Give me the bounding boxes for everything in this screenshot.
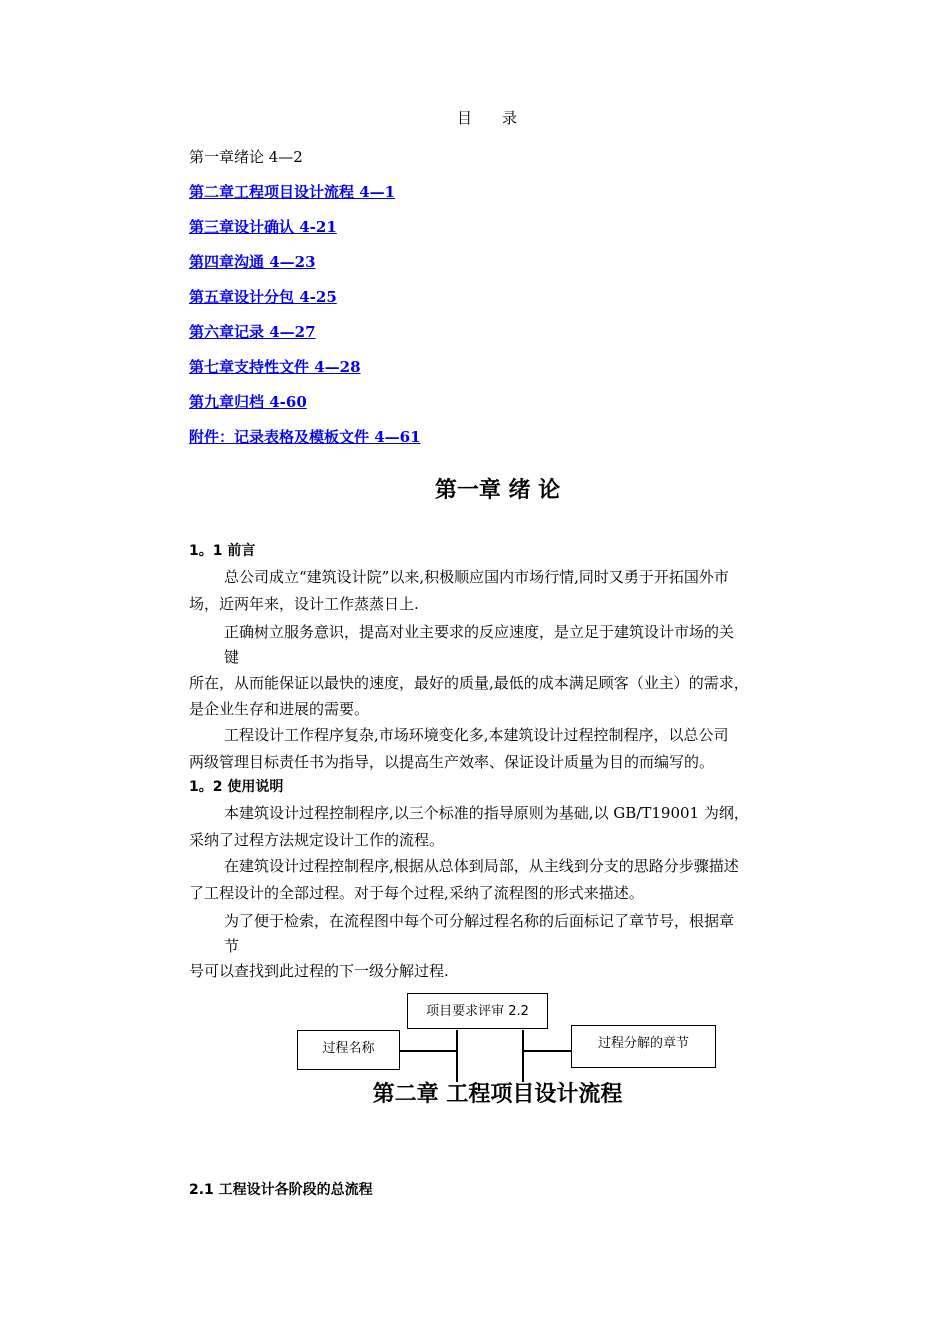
toc-title: 目 录 [457,109,518,127]
section-1-2-heading: 1。2 使用说明 [189,779,284,795]
paragraph-line: 正确树立服务意识，提高对业主要求的反应速度，是立足于建筑设计市场的关 [224,623,735,641]
paragraph-line: 工程设计工作程序复杂,市场环境变化多,本建筑设计过程控制程序，以总公司 [224,726,729,744]
toc-link-6[interactable]: 第六章记录 4—27 [189,323,316,341]
paragraph-line: 所在，从而能保证以最快的速度，最好的质量,最低的成本满足顾客（业主）的需求， [189,674,749,692]
chapter1-title: 第一章 绪 论 [434,478,561,503]
diagram-name-box: 过程名称 [297,1030,400,1070]
diagram-section-box: 过程分解的章节 [571,1025,716,1068]
paragraph-line: 为了便于检索，在流程图中每个可分解过程名称的后面标记了章节号，根据章 [224,912,735,930]
toc-link-3[interactable]: 第三章设计确认 4-21 [189,218,337,236]
diagram-connector [400,1050,456,1052]
toc-link-9[interactable]: 第九章归档 4-60 [189,393,307,411]
section-2-1-heading: 2.1 工程设计各阶段的总流程 [189,1182,373,1198]
diagram-process-box: 项目要求评审 2.2 [407,993,548,1029]
toc-item-1: 第一章绪论 4—2 [189,148,303,166]
paragraph-line: 场，近两年来，设计工作蒸蒸日上. [189,595,419,613]
paragraph-line: 两级管理目标责任书为指导，以提高生产效率、保证设计质量为目的而编写的。 [189,753,715,771]
diagram-arrow-line [522,1030,524,1082]
diagram-connector [524,1050,571,1052]
section-1-1-heading: 1。1 前言 [189,543,256,559]
paragraph-line: 本建筑设计过程控制程序,以三个标准的指导原则为基础,以 GB/T19001 为纲， [224,804,749,822]
paragraph-line: 节 [224,937,240,955]
paragraph-line: 在建筑设计过程控制程序,根据从总体到局部，从主线到分支的思路分步骤描述 [224,857,739,875]
toc-link-2[interactable]: 第二章工程项目设计流程 4—1 [189,183,396,201]
toc-link-4[interactable]: 第四章沟通 4—23 [189,253,316,271]
paragraph-line: 采纳了过程方法规定设计工作的流程。 [189,831,445,849]
chapter2-title: 第二章 工程项目设计流程 [372,1082,623,1107]
toc-link-appendix[interactable]: 附件：记录表格及模板文件 4—61 [189,428,421,446]
diagram-arrow-line [456,1030,458,1082]
toc-link-5[interactable]: 第五章设计分包 4-25 [189,288,337,306]
paragraph-line: 了工程设计的全部过程。对于每个过程,采纳了流程图的形式来描述。 [189,884,644,902]
paragraph-line: 键 [224,648,240,666]
paragraph-line: 号可以查找到此过程的下一级分解过程. [189,962,449,980]
paragraph-line: 是企业生存和进展的需要。 [189,700,370,718]
paragraph-line: 总公司成立“建筑设计院”以来,积极顺应国内市场行情,同时又勇于开拓国外市 [224,568,729,586]
toc-link-7[interactable]: 第七章支持性文件 4—28 [189,358,361,376]
